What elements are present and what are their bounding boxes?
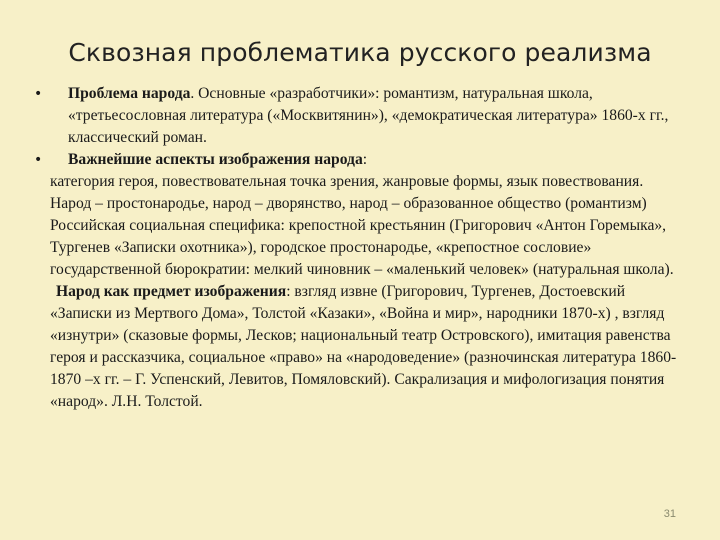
paragraph-heading: Народ как предмет изображения <box>56 283 287 300</box>
bullet-heading: Проблема народа <box>68 85 191 102</box>
paragraph: категория героя, повествовательная точка зрения, жанровые формы, язык повествования. <box>50 173 644 190</box>
slide-title: Сквозная проблематика русского реализма <box>68 38 652 67</box>
paragraph <box>34 281 684 413</box>
bullet-item <box>34 83 684 149</box>
slide-content <box>34 83 684 413</box>
bullet-text: : <box>362 151 368 168</box>
paragraph: Российская социальная специфика: крепостной крестьянин (Григорович «Антон Горемыка», Тургенев «Записки охотника»), городское простонародье, «крепостное сословие» государственной бюрократии: мелкий чиновник – «маленький человек» (натуральная школа). <box>50 217 674 278</box>
paragraph: Народ – простонародье, народ – дворянство, народ – образованное общество (романтизм) <box>50 195 647 212</box>
bullet-text: . Основные «разработчики»: романтизм, натуральная школа, «третьесословная литература («Москвитянин»), «демократическая литература» 1860-х гг., классический роман. <box>68 85 669 146</box>
bullet-heading: Важнейшие аспекты изображения народа <box>68 151 363 168</box>
bullet-icon: • <box>34 152 43 168</box>
paragraph-text: : взгляд извне (Григорович, Тургенев, Достоевский «Записки из Мертвого Дома», Толстой «Казаки», «Война и мир», народники 1870-х) , взгляд «изнутри» (сказовые формы, Лесков; национальный театр Островского), имитация равенства героя и рассказчика, социальное «право» на «народоведение» (разночинская литература 1860-1870 –х гг. – Г. Успенский, Левитов, Помяловский). Сакрализация и мифологизация понятия «народ». Л.Н. Толстой. <box>50 283 677 410</box>
bullet-item <box>34 149 684 171</box>
bullet-icon: • <box>34 86 43 102</box>
page-number: 31 <box>663 508 676 520</box>
